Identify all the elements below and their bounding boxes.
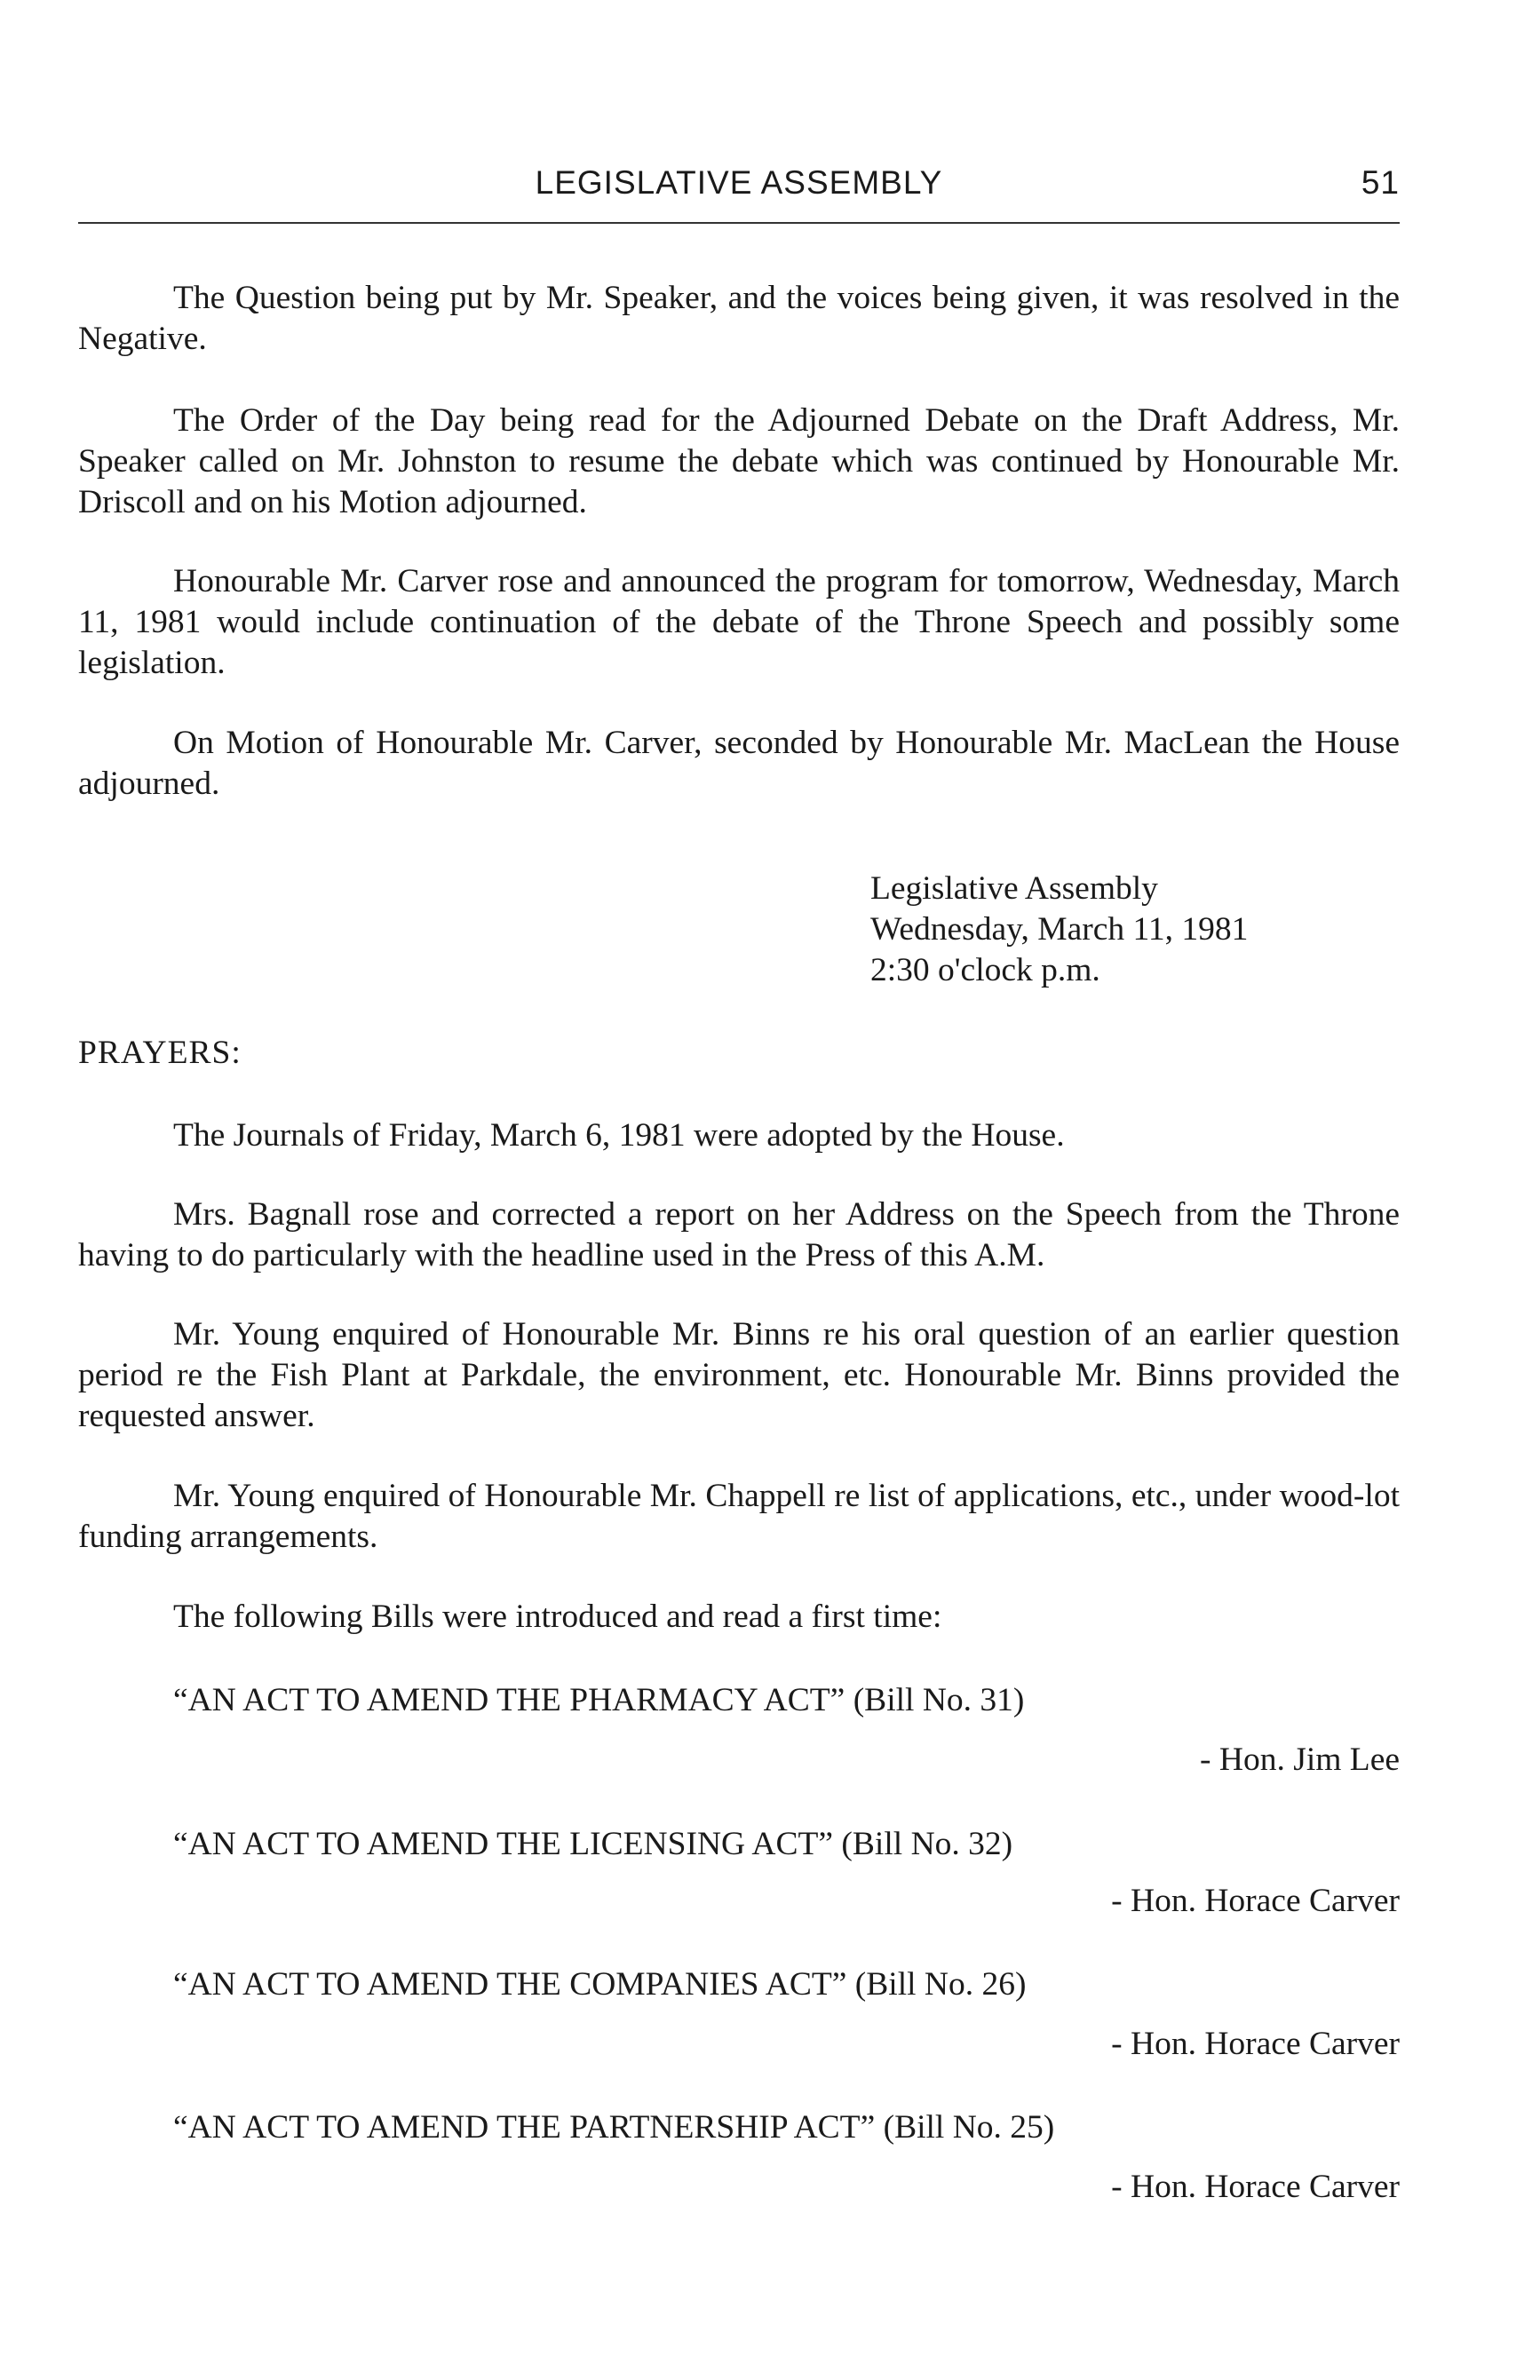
page-number: 51 bbox=[1361, 164, 1400, 201]
paragraph-journals-adopted: The Journals of Friday, March 6, 1981 were adopted by the House. bbox=[173, 1117, 1065, 1154]
bill-title-26: “AN ACT TO AMEND THE COMPANIES ACT” (Bill No. 26) bbox=[173, 1966, 1027, 2003]
bill-sponsor-26: - Hon. Horace Carver bbox=[1111, 2026, 1400, 2062]
header-rule bbox=[78, 222, 1400, 224]
sitting-dateline bbox=[870, 869, 1403, 991]
bill-sponsor-31: - Hon. Jim Lee bbox=[1200, 1741, 1400, 1778]
sitting-date: Wednesday, March 11, 1981 bbox=[870, 911, 1249, 948]
prayers-heading: PRAYERS: bbox=[78, 1035, 242, 1071]
bill-title-32: “AN ACT TO AMEND THE LICENSING ACT” (Bill No. 32) bbox=[173, 1826, 1013, 1862]
running-header bbox=[78, 164, 1400, 203]
paragraph-young-chappell: Mr. Young enquired of Honourable Mr. Chappell re list of applications, etc., under wood-lot funding arrangements. bbox=[78, 1478, 1400, 1555]
paragraph-house-adjourned: On Motion of Honourable Mr. Carver, seconded by Honourable Mr. MacLean the House adjourned. bbox=[78, 725, 1400, 802]
bill-sponsor-32: - Hon. Horace Carver bbox=[1111, 1883, 1400, 1919]
paragraph-bagnall-correction: Mrs. Bagnall rose and corrected a report on her Address on the Speech from the Throne having to do particularly with the headline used in the Press of this A.M. bbox=[78, 1196, 1400, 1273]
sitting-place: Legislative Assembly bbox=[870, 870, 1158, 907]
paragraph-program-announcement: Honourable Mr. Carver rose and announced the program for tomorrow, Wednesday, March 11, 1981 would include continuation of the debate of the Throne Speech and possibly some legislation. bbox=[78, 563, 1400, 681]
bill-sponsor-25: - Hon. Horace Carver bbox=[1111, 2169, 1400, 2205]
paragraph-question-resolved: The Question being put by Mr. Speaker, and the voices being given, it was resolved in the Negative. bbox=[78, 280, 1400, 357]
paragraph-bills-intro: The following Bills were introduced and read a first time: bbox=[173, 1599, 942, 1635]
header-title: LEGISLATIVE ASSEMBLY bbox=[535, 164, 943, 201]
sitting-time: 2:30 o'clock p.m. bbox=[870, 952, 1100, 988]
paragraph-adjourned-debate: The Order of the Day being read for the Adjourned Debate on the Draft Address, Mr. Speaker called on Mr. Johnston to resume the debate which was continued by Honourable Mr. Driscoll and on his Motion adjourned. bbox=[78, 402, 1400, 520]
paragraph-young-binns: Mr. Young enquired of Honourable Mr. Binns re his oral question of an earlier question period re the Fish Plant at Parkdale, the environment, etc. Honourable Mr. Binns provided the requested answer. bbox=[78, 1316, 1400, 1434]
bill-title-31: “AN ACT TO AMEND THE PHARMACY ACT” (Bill No. 31) bbox=[173, 1682, 1025, 1718]
bill-title-25: “AN ACT TO AMEND THE PARTNERSHIP ACT” (Bill No. 25) bbox=[173, 2109, 1055, 2146]
